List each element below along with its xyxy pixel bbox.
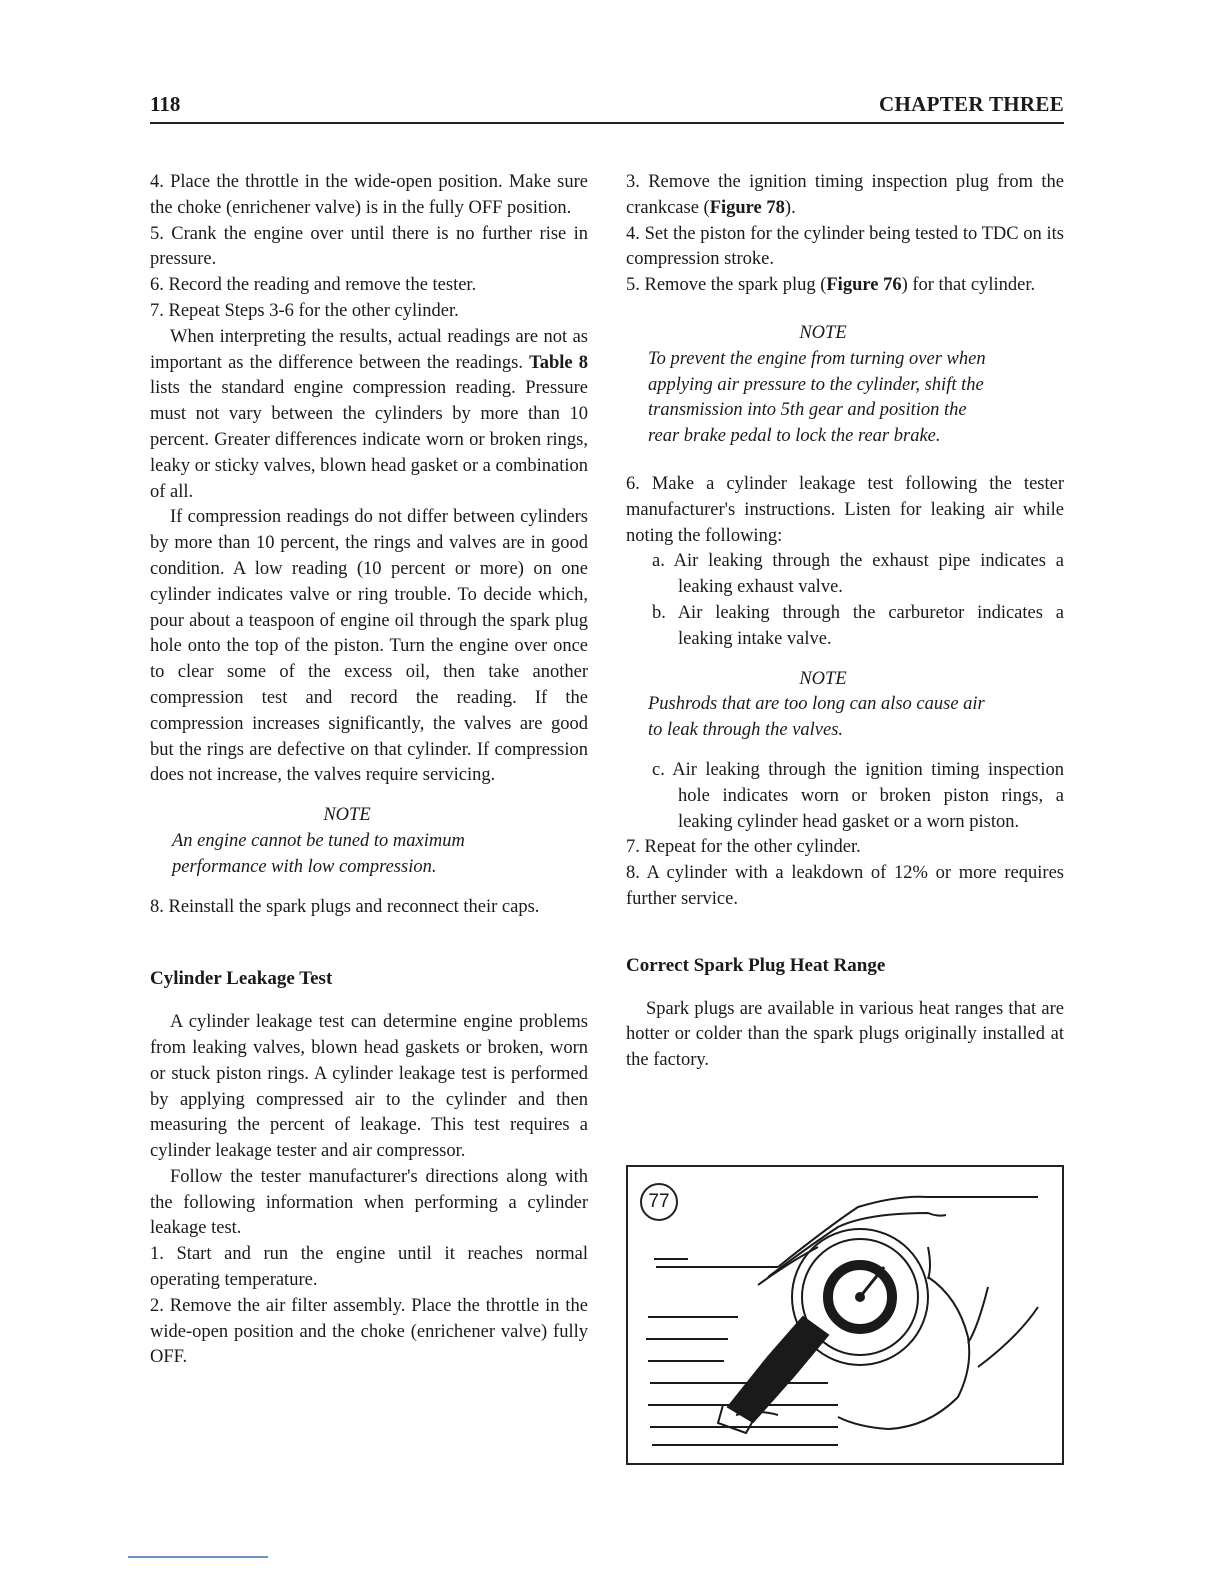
list-item: b. Air leaking through the carburetor indicates a leaking intake valve.	[652, 602, 1064, 649]
figure-77	[626, 1165, 1064, 1465]
paragraph: 4. Place the throttle in the wide-open position. Make sure the choke (enrichener valve) is in the fully OFF position.	[150, 172, 588, 218]
note-text: To prevent the engine from turning over when applying air pressure to the cylinder, shift the transmission into 5th gear and position the rear brake pedal to lock the rear brake.	[648, 348, 986, 447]
paragraph: 7. Repeat for the other cylinder.	[626, 837, 861, 858]
paragraph: 2. Remove the air filter assembly. Place the throttle in the wide-open position and the choke (enrichener valve) fully OFF.	[150, 1295, 588, 1368]
paragraph: 8. Reinstall the spark plugs and reconnect their caps.	[150, 896, 540, 917]
note-box	[648, 321, 998, 450]
section-heading: Correct Spark Plug Heat Range	[626, 954, 886, 976]
paragraph: A cylinder leakage test can determine engine problems from leaking valves, blown head gaskets or broken, worn or stuck piston rings. A cylinder leakage test is performed by applying compressed air to the cylinder and then measuring the percent of leakage. This test requires a cylinder leakage tester and air compressor.	[150, 1012, 588, 1162]
footer-rule	[128, 1556, 268, 1558]
note-text: An engine cannot be tuned to maximum performance with low compression.	[172, 830, 465, 877]
paragraph: Follow the tester manufacturer's directions along with the following information when performing a cylinder leakage test.	[150, 1166, 588, 1239]
note-box	[648, 667, 998, 744]
paragraph: 1. Start and run the engine until it reaches normal operating temperature.	[150, 1244, 588, 1291]
paragraph: Spark plugs are available in various heat ranges that are hotter or colder than the spark plugs originally installed at the factory.	[626, 998, 1064, 1071]
table-reference: Table 8	[529, 352, 589, 373]
paragraph: 6. Record the reading and remove the tester.	[150, 275, 477, 296]
note-title: NOTE	[799, 668, 847, 689]
paragraph: 4. Set the piston for the cylinder being tested to TDC on its compression stroke.	[626, 223, 1064, 270]
left-column	[150, 170, 588, 1371]
list-item: a. Air leaking through the exhaust pipe indicates a leaking exhaust valve.	[652, 551, 1064, 598]
paragraph: If compression readings do not differ between cylinders by more than 10 percent, the rings and valves are in good condition. A low reading (10 percent or more) on one cylinder indicates valve or ring trouble. To decide which, pour about a teaspoon of engine oil through the spark plug hole onto the top of the piston. Turn the engine over once to clear some of the excess oil, then take another compression test and record the reading. If the compression increases significantly, the valves are good but the rings are defective on that cylinder. If compression does not increase, the valves require servicing.	[150, 507, 588, 786]
chapter-title: CHAPTER THREE	[879, 92, 1064, 116]
note-title: NOTE	[799, 322, 847, 343]
list-item: c. Air leaking through the ignition timing inspection hole indicates worn or broken piston rings, a leaking cylinder head gasket or a worn piston.	[652, 759, 1064, 832]
note-title: NOTE	[323, 805, 371, 826]
page-number: 118	[150, 92, 181, 116]
right-column	[626, 170, 1064, 1074]
note-text: Pushrods that are too long can also cause air to leak through the valves.	[648, 694, 985, 741]
figure-reference: Figure 76	[826, 275, 902, 296]
paragraph: 5. Crank the engine over until there is no further rise in pressure.	[150, 223, 588, 270]
paragraph: 5. Remove the spark plug (Figure 76) for that cylinder.	[626, 275, 1036, 296]
figure-number-badge: 77	[640, 1183, 678, 1221]
leakage-tester-illustration	[628, 1167, 1062, 1463]
paragraph: 7. Repeat Steps 3-6 for the other cylinder.	[150, 300, 459, 321]
section-heading: Cylinder Leakage Test	[150, 968, 333, 990]
paragraph: 6. Make a cylinder leakage test following the tester manufacturer's instructions. Listen for leaking air while noting the following:	[626, 473, 1064, 546]
paragraph: When interpreting the results, actual readings are not as important as the difference between the readings. Table 8 lists the standard engine compression reading. Pressure must not vary between the cylinders by more than 10 percent. Greater differences indicate worn or broken rings, leaky or sticky valves, blown head gasket or a combination of all.	[150, 326, 589, 502]
page-header	[150, 92, 1064, 124]
figure-reference: Figure 78	[709, 197, 785, 218]
paragraph: 8. A cylinder with a leakdown of 12% or more requires further service.	[626, 863, 1064, 909]
note-box	[172, 803, 522, 880]
paragraph: 3. Remove the ignition timing inspection plug from the crankcase (Figure 78).	[626, 172, 1064, 218]
